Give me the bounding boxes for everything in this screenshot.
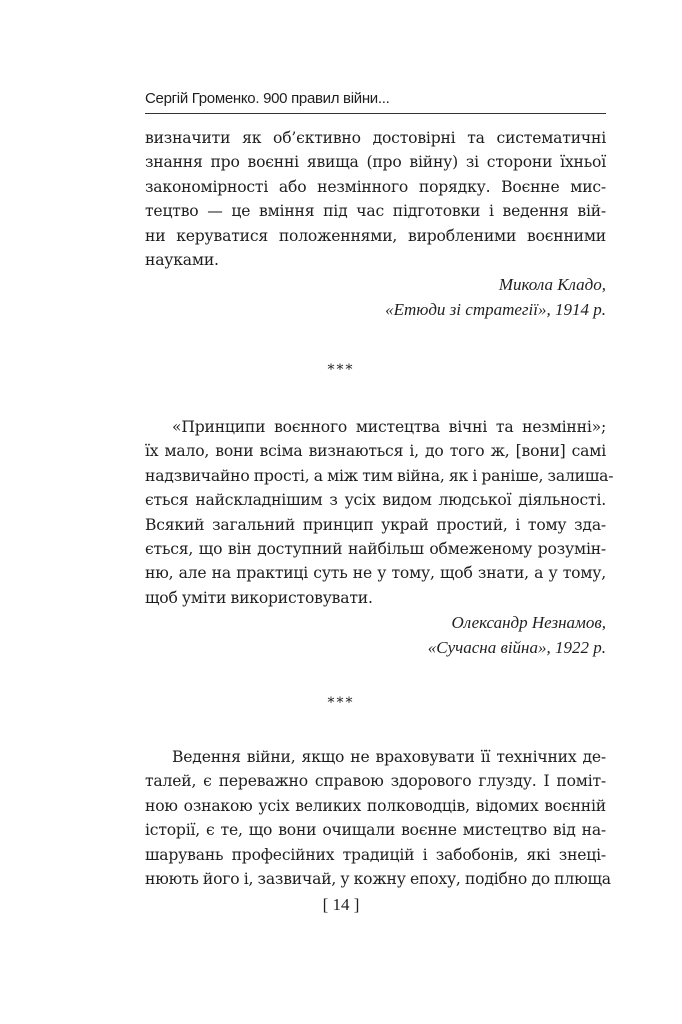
text-line: надзвичайно прості, а між тим війна, як і раніше, залиша- <box>145 466 614 485</box>
quote-source: «Етюди зі стратегії», 1914 р. <box>385 300 606 320</box>
text-line: ни керуватися положеннями, виробленими воєнними <box>145 226 606 245</box>
text-line: «Принципи воєнного мистецтва вічні та незмінні»; <box>172 418 606 436</box>
text-line: ню, але на практиці суть не у тому, щоб знати, а у тому, <box>145 564 606 583</box>
text-line: Всякий загальний принцип украй простий, і тому зда- <box>145 515 606 534</box>
text-line: ється, що він доступний найбільш обмеженому розумін- <box>145 539 606 558</box>
text-block-3 <box>145 745 611 891</box>
text-line: науками. <box>145 250 219 269</box>
text-line: їх мало, вони всіма визнаються і, до того ж, [вони] самі <box>145 442 606 461</box>
running-header: Сергій Громенко. 900 правил війни... <box>145 90 390 107</box>
text-line: нюють його і, зазвичай, у кожну епоху, подібно до плюща <box>145 869 611 888</box>
text-line: визначити як об’єктивно достовірні та систематичні <box>145 129 606 147</box>
text-line: щоб уміти використовувати. <box>145 588 373 607</box>
text-line: закономірності або незмінного порядку. Воєнне мис- <box>145 177 606 196</box>
text-line: ною ознакою усіх великих полководців, відомих воєнній <box>145 796 606 815</box>
quote-source: «Сучасна війна», 1922 р. <box>427 638 606 658</box>
quote-author: Олександр Незнамов, <box>451 613 606 633</box>
text-block-2 <box>145 415 614 660</box>
text-block-1 <box>145 126 606 322</box>
text-line: знання про воєнні явища (про війну) зі сторони їхньої <box>145 153 606 172</box>
header-rule <box>145 113 606 114</box>
quote-author: Микола Кладо, <box>498 275 606 295</box>
text-line: ється найскладнішим з усіх видом людської діяльності. <box>145 491 606 510</box>
text-line: Ведення війни, якщо не враховувати її технічних де- <box>172 748 606 766</box>
section-separator: *** <box>327 362 355 378</box>
text-line: талей, є переважно справою здорового глузду. І поміт- <box>145 772 606 791</box>
text-line: шарувань професійних традицій і забобонів, які знеці- <box>145 845 606 864</box>
section-separator: *** <box>327 695 355 711</box>
page-number: [ 14 ] <box>322 895 360 914</box>
text-line: тецтво — це вміння під час підготовки і ведення вій- <box>145 202 606 221</box>
text-line: історії, є те, що вони очищали воєнне мистецтво від на- <box>145 821 606 840</box>
